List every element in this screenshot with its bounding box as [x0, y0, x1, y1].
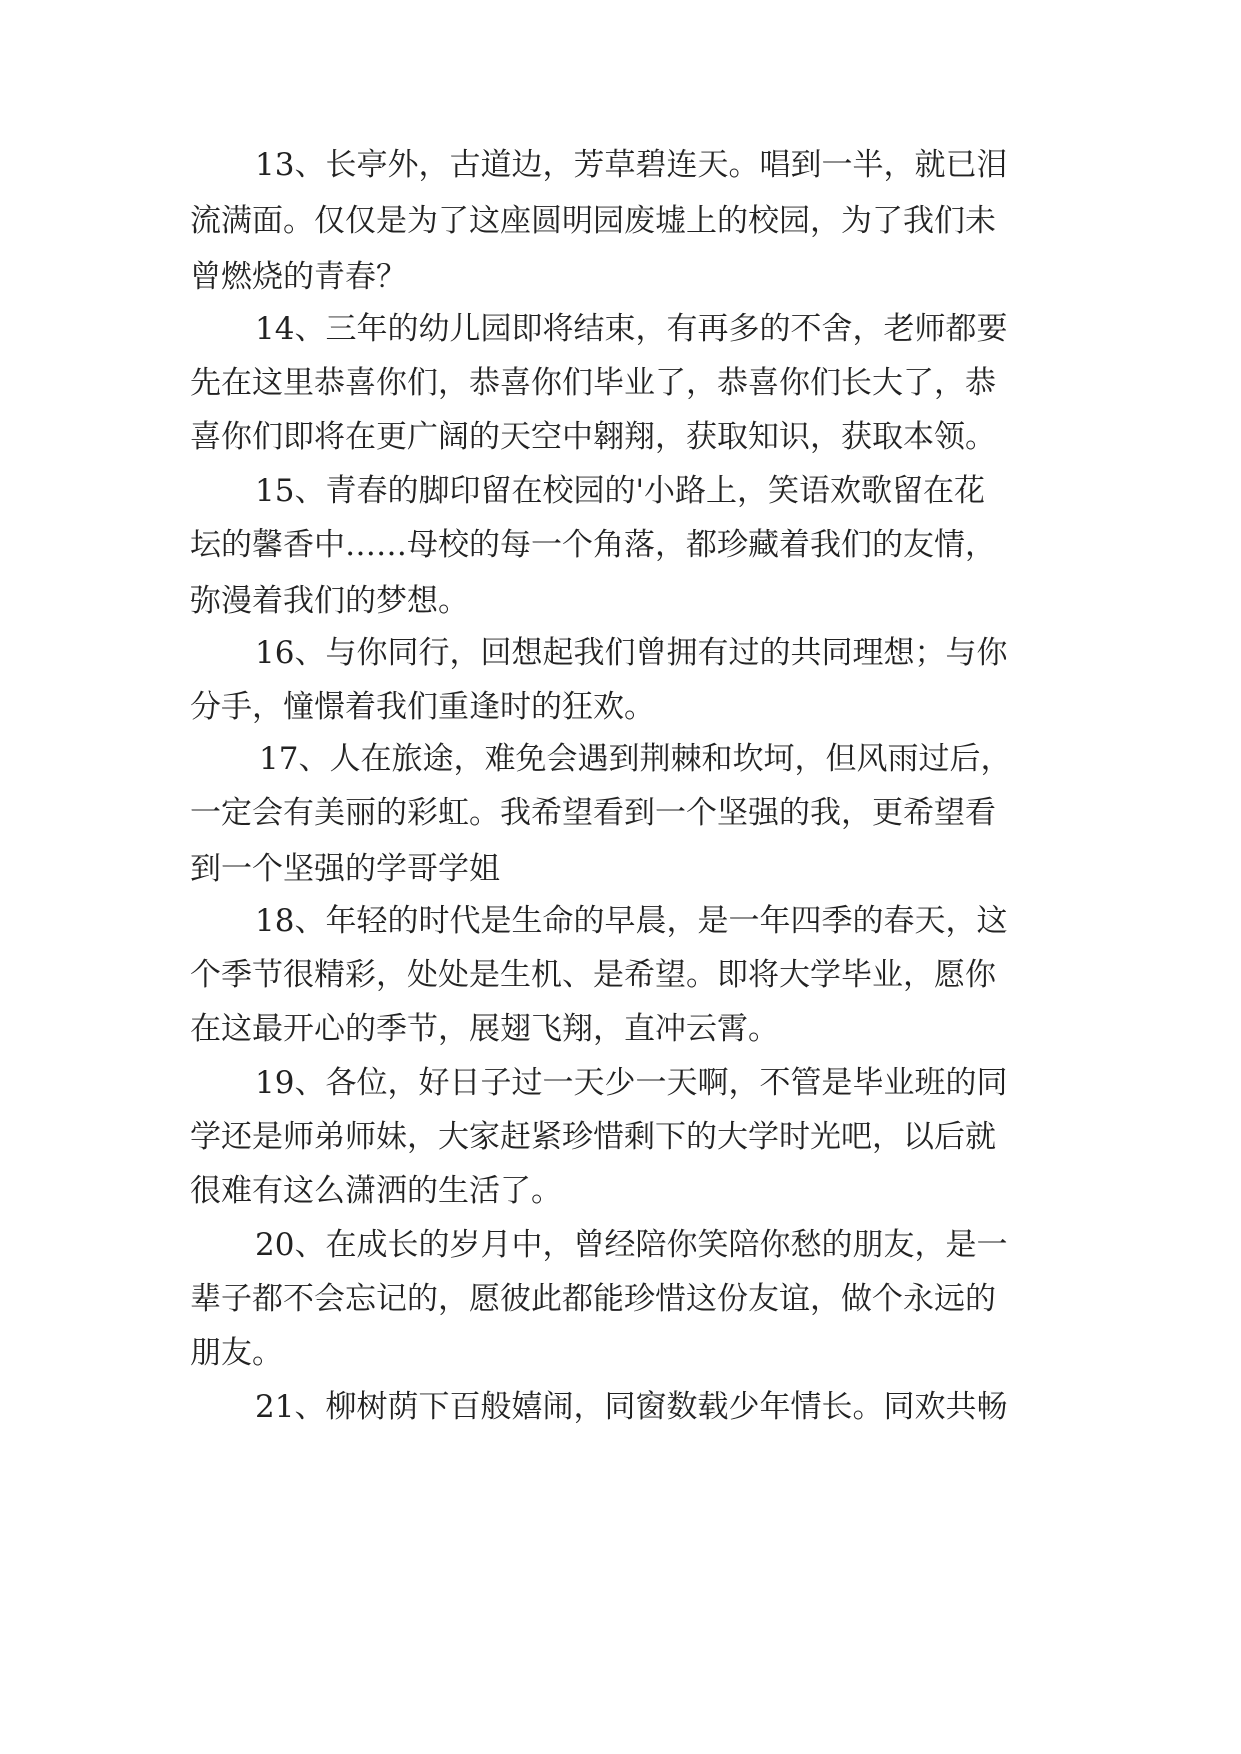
paragraph-17-line-3: 到一个坚强的学哥学姐 — [190, 851, 500, 887]
paragraph-19-line-1: 19、各位，好日子过一天少一天啊，不管是毕业班的同 — [255, 1065, 1008, 1101]
paragraph-13-line-3: 曾燃烧的青春？ — [190, 259, 407, 295]
paragraph-19-line-3: 很难有这么潇洒的生活了。 — [190, 1173, 562, 1209]
paragraph-20-line-1: 20、在成长的岁月中，曾经陪你笑陪你愁的朋友，是一 — [255, 1227, 1008, 1263]
paragraph-18-line-3: 在这最开心的季节，展翅飞翔，直冲云霄。 — [190, 1011, 779, 1047]
paragraph-17-line-2: 一定会有美丽的彩虹。我希望看到一个坚强的我，更希望看 — [190, 795, 996, 831]
paragraph-15-line-2: 坛的馨香中……母校的每一个角落，都珍藏着我们的友情， — [190, 527, 996, 563]
paragraph-15-line-1: 15、青春的脚印留在校园的'小路上，笑语欢歌留在花 — [255, 473, 985, 509]
paragraph-16-line-2: 分手，憧憬着我们重逢时的狂欢。 — [190, 689, 655, 725]
paragraph-18-line-2: 个季节很精彩，处处是生机、是希望。即将大学毕业，愿你 — [190, 957, 996, 993]
paragraph-18-line-1: 18、年轻的时代是生命的早晨，是一年四季的春天，这 — [255, 903, 1008, 939]
paragraph-17-line-1: 17、人在旅途，难免会遇到荆棘和坎坷，但风雨过后， — [259, 741, 1012, 777]
paragraph-14-line-3: 喜你们即将在更广阔的天空中翱翔，获取知识，获取本领。 — [190, 419, 996, 455]
paragraph-19-line-2: 学还是师弟师妹，大家赶紧珍惜剩下的大学时光吧，以后就 — [190, 1119, 996, 1155]
paragraph-16-line-1: 16、与你同行，回想起我们曾拥有过的共同理想；与你 — [255, 635, 1008, 671]
paragraph-20-line-3: 朋友。 — [190, 1335, 283, 1371]
paragraph-13-line-2: 流满面。仅仅是为了这座圆明园废墟上的校园，为了我们未 — [190, 203, 996, 239]
paragraph-14-line-1: 14、三年的幼儿园即将结束，有再多的不舍，老师都要 — [255, 311, 1008, 347]
paragraph-14-line-2: 先在这里恭喜你们，恭喜你们毕业了，恭喜你们长大了，恭 — [190, 365, 996, 401]
paragraph-21-line-1: 21、柳树荫下百般嬉闹，同窗数载少年情长。同欢共畅 — [255, 1389, 1008, 1425]
paragraph-13-line-1: 13、长亭外，古道边，芳草碧连天。唱到一半，就已泪 — [255, 147, 1008, 183]
paragraph-15-line-3: 弥漫着我们的梦想。 — [190, 583, 469, 619]
paragraph-20-line-2: 辈子都不会忘记的，愿彼此都能珍惜这份友谊，做个永远的 — [190, 1281, 996, 1317]
